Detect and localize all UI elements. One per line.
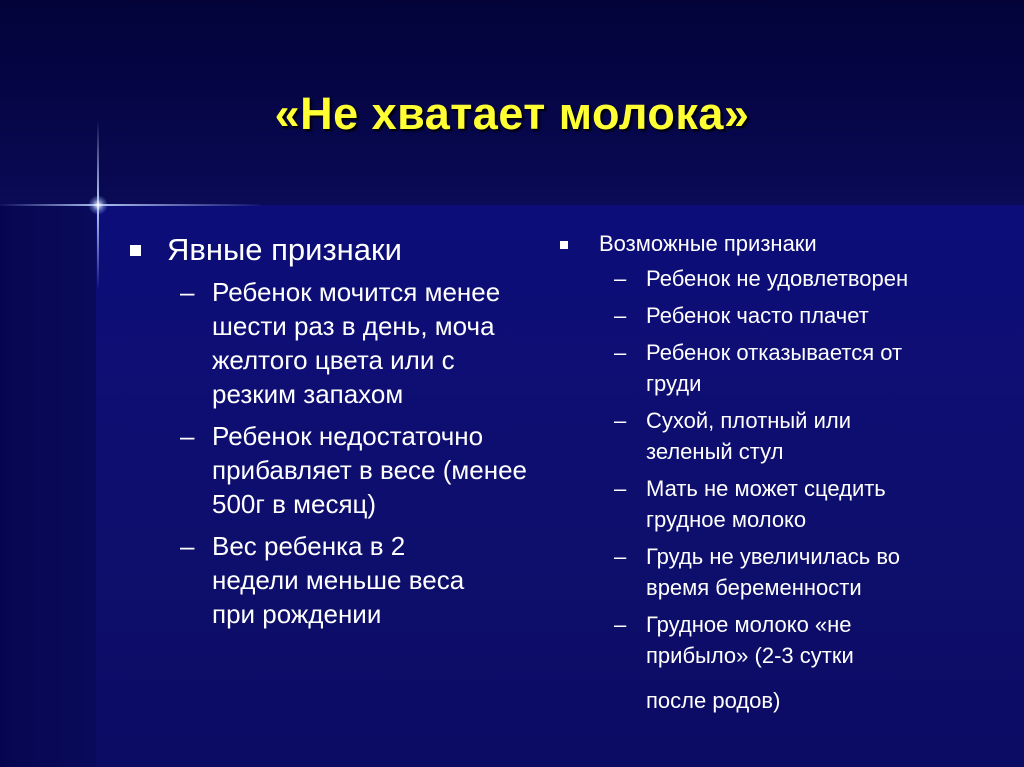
dash-bullet: – — [614, 266, 627, 291]
list-item — [614, 609, 1000, 716]
sparkle-star-icon — [88, 195, 108, 215]
list-item-text: Ребенок отказывается от груди — [646, 340, 903, 396]
slide-title: «Не хватает молока» — [274, 88, 750, 139]
left-sub-list — [180, 275, 550, 631]
dash-bullet: – — [614, 612, 627, 637]
list-item-text: Ребенок недостаточно прибавляет в весе (менее 500г в месяц) — [212, 421, 527, 519]
list-item-text: Грудное молоко «не прибыло» (2-3 сутки — [646, 612, 854, 668]
list-item-text: Мать не может сцедить грудное молоко — [646, 476, 886, 532]
list-item — [180, 419, 550, 521]
left-column — [130, 228, 550, 639]
right-column — [560, 228, 1000, 722]
sparkle-horizontal-ray — [0, 204, 260, 206]
right-heading: Возможные признаки — [599, 231, 817, 256]
list-item — [614, 473, 1000, 535]
list-item — [180, 529, 550, 631]
list-item-text-wrapper — [646, 609, 916, 716]
list-item — [614, 263, 1000, 294]
dash-bullet: – — [614, 303, 627, 328]
dash-bullet: – — [614, 544, 627, 569]
list-item-text: Вес ребенка в 2 недели меньше веса при рождении — [212, 531, 465, 629]
dash-bullet: – — [180, 421, 195, 451]
square-bullet-icon — [130, 245, 141, 256]
right-sub-list — [614, 263, 1000, 716]
left-heading: Явные признаки — [167, 232, 402, 267]
list-item — [614, 337, 1000, 399]
dash-bullet: – — [180, 277, 195, 307]
list-item — [614, 541, 1000, 603]
right-heading-row — [560, 228, 1000, 260]
list-item — [614, 405, 1000, 467]
square-bullet-icon — [560, 241, 568, 249]
left-decor-strip — [0, 205, 96, 767]
dash-bullet: – — [614, 476, 627, 501]
list-item-continuation: после родов) — [646, 688, 781, 713]
list-item-text: Ребенок часто плачет — [646, 303, 869, 328]
list-item-text: Ребенок не удовлетворен — [646, 266, 909, 291]
dash-bullet: – — [614, 408, 627, 433]
list-item-text: Ребенок мочится менее шести раз в день, моча желтого цвета или с резким запахом — [212, 277, 501, 409]
list-item-text: Сухой, плотный или зеленый стул — [646, 408, 851, 464]
left-heading-row — [130, 228, 550, 272]
list-item — [180, 275, 550, 411]
list-item-text: Грудь не увеличилась во время беременности — [646, 544, 900, 600]
list-item — [614, 300, 1000, 331]
dash-bullet: – — [614, 340, 627, 365]
dash-bullet: – — [180, 531, 195, 561]
